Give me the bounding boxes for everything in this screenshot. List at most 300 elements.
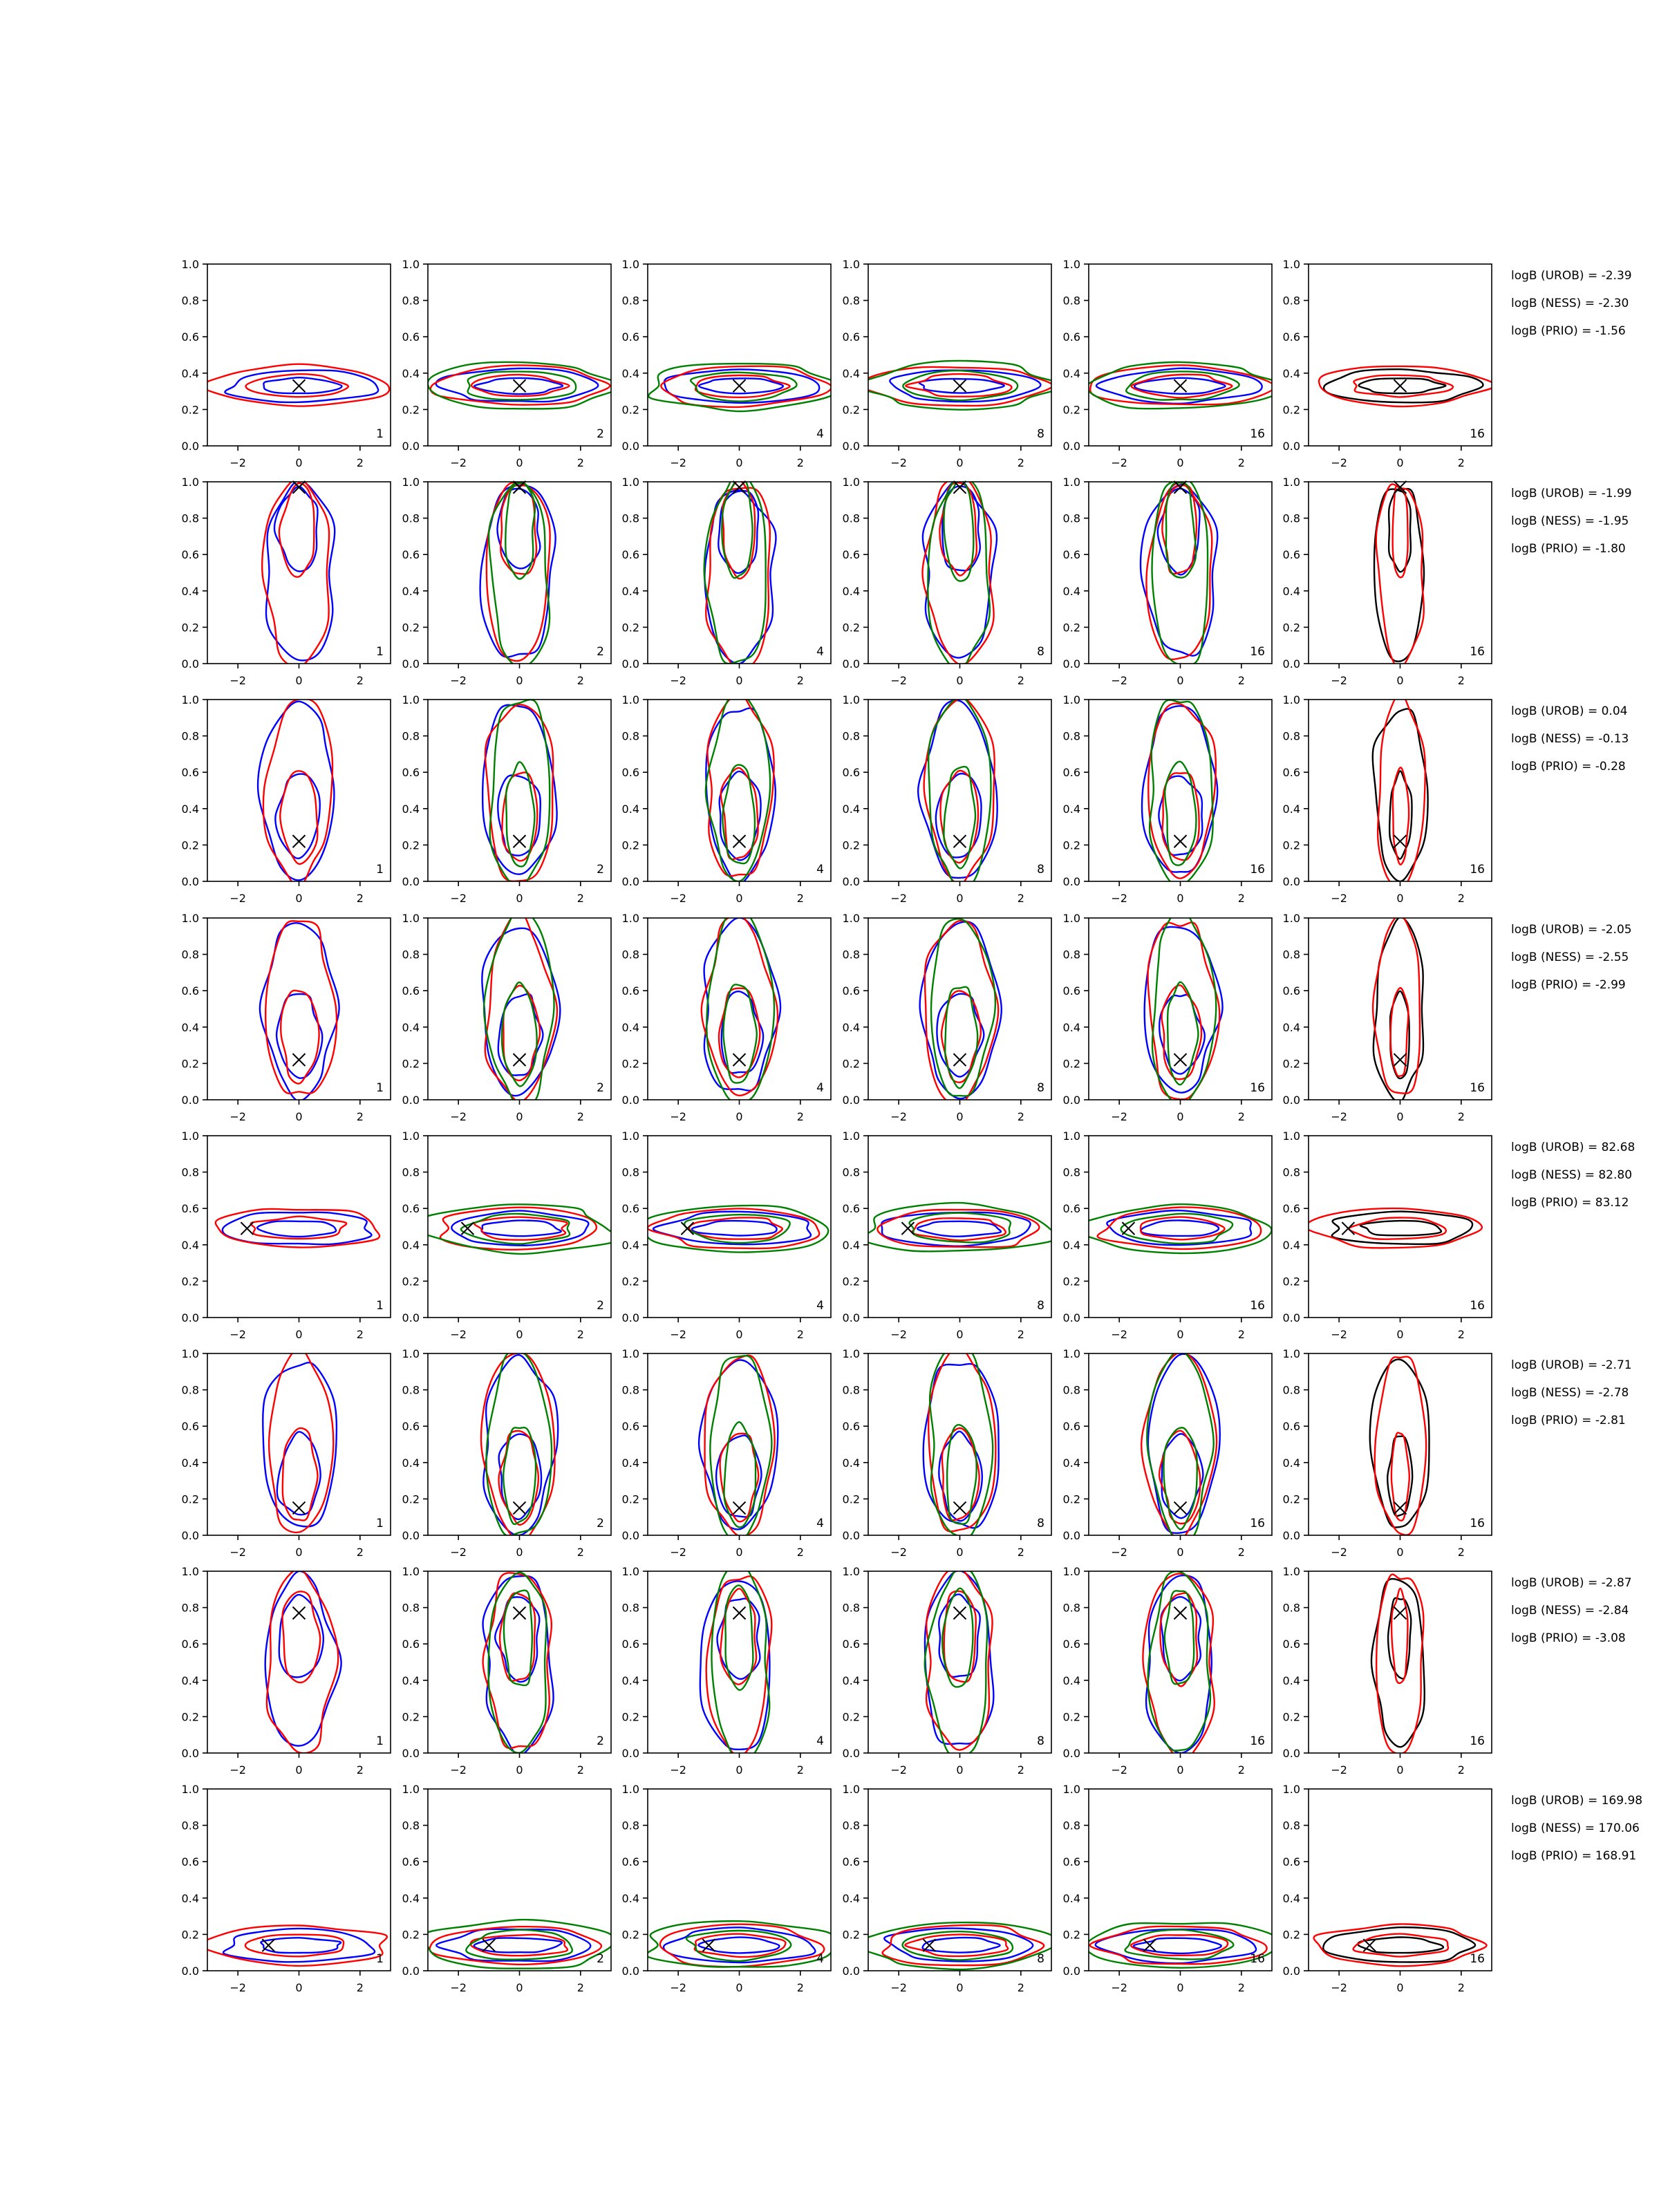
panel-label: 16 xyxy=(1470,1734,1485,1748)
y-tick-label: 0.8 xyxy=(402,512,420,525)
y-tick-label: 0.4 xyxy=(1062,1238,1080,1252)
method-a-contour xyxy=(698,1938,779,1953)
y-tick-label: 0.8 xyxy=(842,729,860,743)
y-tick-label: 1.0 xyxy=(402,1565,420,1578)
axes-frame xyxy=(1089,1789,1272,1971)
y-tick-label: 0.4 xyxy=(181,802,199,816)
true-value-marker xyxy=(1394,1606,1407,1619)
method-a-contour xyxy=(716,1436,761,1517)
y-tick-label: 0.6 xyxy=(1282,1202,1300,1216)
method-b-contour xyxy=(1391,988,1409,1076)
y-tick-label: 1.0 xyxy=(1282,1130,1300,1143)
y-tick-label: 1.0 xyxy=(1062,912,1080,925)
method-b-contour xyxy=(925,921,998,1106)
x-tick-label: 2 xyxy=(796,456,804,469)
x-tick-label: 0 xyxy=(295,1763,303,1777)
y-tick-label: 0.6 xyxy=(181,1202,199,1216)
row-annotations-6 xyxy=(1511,1358,1632,1427)
x-tick-label: 2 xyxy=(796,674,804,687)
x-tick-label: −2 xyxy=(890,1981,907,1994)
y-tick-label: 1.0 xyxy=(402,693,420,706)
y-tick-label: 0.4 xyxy=(1282,1020,1300,1034)
y-tick-label: 0.0 xyxy=(1062,657,1080,671)
y-tick-label: 0.6 xyxy=(621,548,639,562)
true-value-marker xyxy=(293,835,306,847)
method-c-contour xyxy=(412,1204,619,1254)
y-tick-label: 0.8 xyxy=(181,1819,199,1833)
true-value-marker xyxy=(293,1502,306,1515)
axes-frame xyxy=(868,264,1051,446)
method-b-contour xyxy=(1393,767,1409,864)
true-value-marker xyxy=(901,1222,914,1235)
x-tick-label: 0 xyxy=(956,456,964,469)
y-tick-label: 1.0 xyxy=(621,1565,639,1578)
x-tick-label: 2 xyxy=(1017,1981,1024,1994)
contour-group xyxy=(1141,1351,1220,1547)
y-tick-label: 1.0 xyxy=(1282,1347,1300,1360)
x-tick-label: 2 xyxy=(577,1763,584,1777)
contour-group xyxy=(704,470,776,671)
y-tick-label: 0.4 xyxy=(402,366,420,380)
panel-label: 16 xyxy=(1470,1952,1485,1966)
method-a-contour xyxy=(258,702,334,881)
x-tick-label: −2 xyxy=(229,1328,246,1341)
y-tick-label: 0.0 xyxy=(1062,440,1080,453)
axes-frame xyxy=(1089,1136,1272,1318)
row-annotations-4 xyxy=(1511,923,1632,992)
x-tick-label: −2 xyxy=(450,456,467,469)
y-tick-label: 0.2 xyxy=(621,1057,639,1071)
method-b-contour xyxy=(251,1217,346,1239)
y-tick-label: 0.4 xyxy=(1062,1456,1080,1470)
x-tick-label: 2 xyxy=(356,1981,364,1994)
panel-r2-c6 xyxy=(1283,476,1492,687)
y-tick-label: 0.6 xyxy=(181,548,199,562)
y-tick-label: 1.0 xyxy=(1282,1565,1300,1578)
contour-group xyxy=(1373,693,1428,888)
panel-label: 2 xyxy=(597,645,604,659)
y-tick-label: 0.4 xyxy=(842,802,860,816)
y-tick-label: 0.8 xyxy=(181,512,199,525)
x-tick-label: 0 xyxy=(1396,1110,1404,1123)
y-tick-label: 0.0 xyxy=(1062,1529,1080,1542)
y-tick-label: 0.8 xyxy=(402,1165,420,1179)
y-tick-label: 0.8 xyxy=(842,1165,860,1179)
method-b-contour xyxy=(216,1209,379,1248)
x-tick-label: 0 xyxy=(1396,1981,1404,1994)
y-tick-label: 0.6 xyxy=(181,766,199,780)
panel-label: 16 xyxy=(1470,1517,1485,1530)
contour-group xyxy=(483,1573,554,1756)
y-tick-label: 1.0 xyxy=(1282,1783,1300,1796)
panel-label: 8 xyxy=(1037,863,1044,877)
y-tick-label: 1.0 xyxy=(621,1783,639,1796)
x-tick-label: −2 xyxy=(890,1546,907,1559)
axes-frame xyxy=(1089,1571,1272,1753)
x-tick-label: −2 xyxy=(1331,456,1347,469)
method-a-contour xyxy=(919,379,1004,393)
axes-frame xyxy=(1309,1571,1492,1753)
y-tick-label: 0.8 xyxy=(181,1601,199,1615)
contour-group xyxy=(258,699,334,887)
x-tick-label: 0 xyxy=(516,1981,523,1994)
y-tick-label: 1.0 xyxy=(1062,258,1080,271)
logb-annotation: logB (PRIO) = -2.81 xyxy=(1511,1414,1626,1427)
y-tick-label: 0.8 xyxy=(1062,512,1080,525)
panel-r4-c2 xyxy=(402,908,611,1123)
panel-label: 4 xyxy=(816,1081,824,1095)
y-tick-label: 0.6 xyxy=(842,548,860,562)
y-tick-label: 0.6 xyxy=(621,766,639,780)
y-tick-label: 0.2 xyxy=(402,1710,420,1724)
x-tick-label: 2 xyxy=(577,1110,584,1123)
x-tick-label: −2 xyxy=(1111,1110,1127,1123)
y-tick-label: 0.0 xyxy=(621,440,639,453)
y-tick-label: 0.6 xyxy=(842,766,860,780)
axes-frame xyxy=(648,264,831,446)
y-tick-label: 0.0 xyxy=(1282,1965,1300,1978)
y-tick-label: 0.4 xyxy=(842,1674,860,1687)
panel-label: 2 xyxy=(597,1299,604,1313)
panel-label: 1 xyxy=(376,1517,384,1530)
contour-group xyxy=(263,1348,337,1533)
y-tick-label: 0.2 xyxy=(181,1275,199,1288)
y-tick-label: 0.8 xyxy=(1282,1819,1300,1833)
axes-frame xyxy=(207,264,391,446)
y-tick-label: 0.6 xyxy=(1282,766,1300,780)
method-c-contour xyxy=(484,908,554,1109)
x-tick-label: 0 xyxy=(956,674,964,687)
true-value-marker xyxy=(482,1939,495,1951)
panel-r3-c4 xyxy=(843,693,1051,905)
y-tick-label: 0.2 xyxy=(621,1928,639,1942)
y-tick-label: 0.0 xyxy=(181,875,199,888)
y-tick-label: 0.2 xyxy=(842,1275,860,1288)
method-c-contour xyxy=(723,984,756,1082)
y-tick-label: 0.8 xyxy=(1282,948,1300,962)
panel-r7-c1 xyxy=(182,1565,391,1777)
y-tick-label: 0.6 xyxy=(181,1420,199,1434)
truth-contour xyxy=(1359,378,1446,393)
panel-label: 1 xyxy=(376,427,384,441)
x-tick-label: 2 xyxy=(577,1328,584,1341)
x-tick-label: 2 xyxy=(796,1546,804,1559)
x-tick-label: 0 xyxy=(1396,456,1404,469)
y-tick-label: 0.0 xyxy=(1062,1747,1080,1760)
method-c-contour xyxy=(1152,908,1216,1107)
y-tick-label: 0.8 xyxy=(621,1165,639,1179)
panel-label: 4 xyxy=(816,1299,824,1313)
contour-group xyxy=(1143,1571,1214,1761)
row-annotations-1 xyxy=(1511,269,1632,338)
y-tick-label: 0.0 xyxy=(621,1529,639,1542)
y-tick-label: 0.0 xyxy=(181,1747,199,1760)
y-tick-label: 0.8 xyxy=(842,948,860,962)
contour-group xyxy=(920,919,1002,1106)
x-tick-label: −2 xyxy=(450,1763,467,1777)
y-tick-label: 1.0 xyxy=(1282,912,1300,925)
y-tick-label: 0.2 xyxy=(1282,1928,1300,1942)
method-a-contour xyxy=(263,1362,337,1526)
y-tick-label: 1.0 xyxy=(842,258,860,271)
y-tick-label: 0.4 xyxy=(621,366,639,380)
method-a-contour xyxy=(1148,1354,1220,1533)
axes-frame xyxy=(207,482,391,664)
axes-frame xyxy=(868,918,1051,1100)
y-tick-label: 0.0 xyxy=(1282,875,1300,888)
true-value-marker xyxy=(733,379,746,392)
x-tick-label: 0 xyxy=(1396,1328,1404,1341)
panel-r2-c1 xyxy=(182,476,391,687)
y-tick-label: 0.0 xyxy=(402,1529,420,1542)
y-tick-label: 0.2 xyxy=(842,403,860,417)
panel-r5-c5 xyxy=(1063,1130,1272,1341)
y-tick-label: 0.8 xyxy=(842,1819,860,1833)
x-tick-label: 0 xyxy=(1177,1110,1184,1123)
axes-frame xyxy=(207,918,391,1100)
contour-group xyxy=(925,1566,994,1757)
contour-group xyxy=(1371,1575,1425,1754)
method-a-contour xyxy=(482,1221,561,1237)
contour-group xyxy=(262,478,335,667)
x-tick-label: 2 xyxy=(577,674,584,687)
axes-frame xyxy=(868,1136,1051,1318)
x-tick-label: 0 xyxy=(735,674,743,687)
contour-group xyxy=(644,1206,829,1253)
panel-label: 4 xyxy=(816,427,824,441)
y-tick-label: 0.8 xyxy=(842,1601,860,1615)
y-tick-label: 0.4 xyxy=(621,584,639,598)
y-tick-label: 0.8 xyxy=(621,294,639,308)
y-tick-label: 0.6 xyxy=(1062,766,1080,780)
y-tick-label: 0.8 xyxy=(621,1819,639,1833)
method-b-contour xyxy=(1319,366,1495,406)
y-tick-label: 0.2 xyxy=(1282,403,1300,417)
x-tick-label: 0 xyxy=(1177,1328,1184,1341)
x-tick-label: 2 xyxy=(1237,1763,1245,1777)
y-tick-label: 0.0 xyxy=(842,875,860,888)
true-value-marker xyxy=(1394,1502,1407,1515)
y-tick-label: 1.0 xyxy=(181,693,199,706)
y-tick-label: 0.2 xyxy=(621,621,639,635)
panel-r7-c6 xyxy=(1283,1565,1492,1777)
panel-label: 1 xyxy=(376,863,384,877)
x-tick-label: 2 xyxy=(1457,674,1465,687)
method-b-contour xyxy=(1373,915,1420,1094)
method-a-contour xyxy=(1134,1938,1221,1953)
x-tick-label: −2 xyxy=(229,1110,246,1123)
x-tick-label: 2 xyxy=(1017,1110,1024,1123)
y-tick-label: 0.8 xyxy=(842,294,860,308)
y-tick-label: 1.0 xyxy=(181,1783,199,1796)
y-tick-label: 0.6 xyxy=(1062,548,1080,562)
method-b-contour xyxy=(706,488,770,671)
y-tick-label: 0.4 xyxy=(1282,1456,1300,1470)
contour-group xyxy=(699,1356,778,1544)
x-tick-label: −2 xyxy=(229,674,246,687)
panel-r1-c3 xyxy=(622,258,844,469)
panel-r6-c2 xyxy=(402,1347,611,1559)
truth-contour xyxy=(1360,1221,1441,1235)
x-tick-label: −2 xyxy=(229,1546,246,1559)
contour-group xyxy=(1086,1923,1277,1968)
contour-group xyxy=(412,1204,619,1254)
y-tick-label: 0.4 xyxy=(842,1238,860,1252)
axes-frame xyxy=(1309,1136,1492,1318)
panel-r7-c2 xyxy=(402,1565,611,1777)
contour-group xyxy=(428,362,622,409)
y-tick-label: 0.4 xyxy=(1282,1238,1300,1252)
y-tick-label: 0.8 xyxy=(621,729,639,743)
axes-frame xyxy=(648,1789,831,1971)
panel-label: 16 xyxy=(1470,863,1485,877)
y-tick-label: 0.4 xyxy=(402,1020,420,1034)
y-tick-label: 0.2 xyxy=(621,1710,639,1724)
y-tick-label: 0.6 xyxy=(842,1638,860,1651)
panel-label: 16 xyxy=(1470,427,1485,441)
y-tick-label: 0.8 xyxy=(1282,512,1300,525)
panel-label: 16 xyxy=(1250,1734,1265,1748)
contour-group xyxy=(861,1203,1058,1251)
panel-r5-c1 xyxy=(182,1130,391,1341)
panel-r4-c3 xyxy=(622,912,831,1123)
y-tick-label: 1.0 xyxy=(1062,476,1080,489)
y-tick-label: 0.2 xyxy=(402,403,420,417)
x-tick-label: 2 xyxy=(1237,892,1245,905)
y-tick-label: 1.0 xyxy=(1062,1565,1080,1578)
axes-frame xyxy=(648,1136,831,1318)
y-tick-label: 0.4 xyxy=(181,1238,199,1252)
contour-group xyxy=(216,1209,379,1248)
logb-annotation: logB (PRIO) = -2.99 xyxy=(1511,978,1626,992)
y-tick-label: 0.4 xyxy=(1282,1891,1300,1905)
y-tick-label: 0.0 xyxy=(1062,1965,1080,1978)
y-tick-label: 0.2 xyxy=(181,1928,199,1942)
x-tick-label: 2 xyxy=(1457,456,1465,469)
true-value-marker xyxy=(733,1502,746,1515)
x-tick-label: −2 xyxy=(229,1981,246,1994)
contour-group xyxy=(200,1925,386,1965)
x-tick-label: 0 xyxy=(956,892,964,905)
x-tick-label: 0 xyxy=(1396,1546,1404,1559)
logb-annotation: logB (UROB) = 0.04 xyxy=(1511,704,1628,718)
axes-frame xyxy=(648,1571,831,1753)
true-value-marker xyxy=(514,1606,526,1619)
y-tick-label: 0.0 xyxy=(842,1529,860,1542)
axes-frame xyxy=(868,700,1051,881)
y-tick-label: 0.2 xyxy=(621,838,639,852)
method-a-contour xyxy=(692,1221,777,1235)
panel-label: 4 xyxy=(816,645,824,659)
y-tick-label: 0.0 xyxy=(1282,1529,1300,1542)
y-tick-label: 0.4 xyxy=(402,1238,420,1252)
panel-r2-c2 xyxy=(402,476,611,687)
panel-r8-c2 xyxy=(402,1783,615,1994)
x-tick-label: 2 xyxy=(1237,674,1245,687)
contour-group xyxy=(481,1350,558,1542)
y-tick-label: 0.4 xyxy=(1062,1020,1080,1034)
x-tick-label: 2 xyxy=(356,1546,364,1559)
x-tick-label: 0 xyxy=(516,892,523,905)
y-tick-label: 0.2 xyxy=(181,621,199,635)
method-b-contour xyxy=(1391,1588,1407,1683)
y-tick-label: 0.0 xyxy=(181,440,199,453)
x-tick-label: −2 xyxy=(670,892,686,905)
x-tick-label: 0 xyxy=(735,1110,743,1123)
true-value-marker xyxy=(1174,379,1187,392)
method-b-contour xyxy=(200,1925,386,1965)
method-b-contour xyxy=(1148,704,1215,879)
panel-label: 8 xyxy=(1037,1734,1044,1748)
method-a-contour xyxy=(260,923,339,1100)
panel-r8-c3 xyxy=(622,1783,834,1994)
panel-r1-c1 xyxy=(182,258,391,469)
panel-r3-c1 xyxy=(182,693,391,905)
x-tick-label: 2 xyxy=(1457,1546,1465,1559)
x-tick-label: −2 xyxy=(1111,1981,1127,1994)
x-tick-label: −2 xyxy=(229,456,246,469)
y-tick-label: 0.6 xyxy=(1282,984,1300,998)
y-tick-label: 1.0 xyxy=(1062,1347,1080,1360)
y-tick-label: 0.0 xyxy=(1062,875,1080,888)
panel-r4-c1 xyxy=(182,912,391,1123)
y-tick-label: 0.0 xyxy=(842,657,860,671)
panel-label: 2 xyxy=(597,863,604,877)
contour-group xyxy=(260,921,339,1100)
y-tick-label: 0.0 xyxy=(842,1747,860,1760)
y-tick-label: 0.0 xyxy=(402,1094,420,1107)
logb-annotation: logB (UROB) = -2.87 xyxy=(1511,1576,1632,1590)
panel-r5-c4 xyxy=(843,1130,1058,1341)
contour-group xyxy=(265,1569,341,1753)
y-tick-label: 0.4 xyxy=(1062,802,1080,816)
y-tick-label: 0.6 xyxy=(621,1202,639,1216)
true-value-marker xyxy=(1174,1606,1187,1619)
axes-frame xyxy=(428,1789,611,1971)
x-tick-label: −2 xyxy=(1111,1546,1127,1559)
y-tick-label: 0.8 xyxy=(1282,1383,1300,1397)
contour-group xyxy=(1087,362,1287,409)
x-tick-label: −2 xyxy=(670,456,686,469)
y-tick-label: 1.0 xyxy=(181,912,199,925)
y-tick-label: 1.0 xyxy=(621,912,639,925)
y-tick-label: 0.0 xyxy=(621,875,639,888)
y-tick-label: 0.6 xyxy=(181,984,199,998)
x-tick-label: 0 xyxy=(295,892,303,905)
panel-label: 16 xyxy=(1250,1081,1265,1095)
y-tick-label: 0.4 xyxy=(842,366,860,380)
x-tick-label: 2 xyxy=(1457,1763,1465,1777)
y-tick-label: 1.0 xyxy=(1282,476,1300,489)
y-tick-label: 1.0 xyxy=(1282,258,1300,271)
method-c-contour xyxy=(1126,371,1239,400)
y-tick-label: 0.0 xyxy=(1282,440,1300,453)
x-tick-label: 2 xyxy=(577,1546,584,1559)
y-tick-label: 0.0 xyxy=(842,1094,860,1107)
y-tick-label: 0.2 xyxy=(402,1275,420,1288)
x-tick-label: 2 xyxy=(356,892,364,905)
y-tick-label: 1.0 xyxy=(181,1347,199,1360)
logb-annotation: logB (NESS) = 170.06 xyxy=(1511,1821,1640,1835)
x-tick-label: −2 xyxy=(450,1546,467,1559)
y-tick-label: 0.8 xyxy=(1282,1601,1300,1615)
y-tick-label: 0.0 xyxy=(402,1747,420,1760)
logb-annotation: logB (UROB) = -2.05 xyxy=(1511,923,1632,937)
logb-annotation: logB (NESS) = -2.84 xyxy=(1511,1604,1629,1618)
panel-label: 8 xyxy=(1037,427,1044,441)
axes-frame xyxy=(1309,264,1492,446)
x-tick-label: 2 xyxy=(356,456,364,469)
